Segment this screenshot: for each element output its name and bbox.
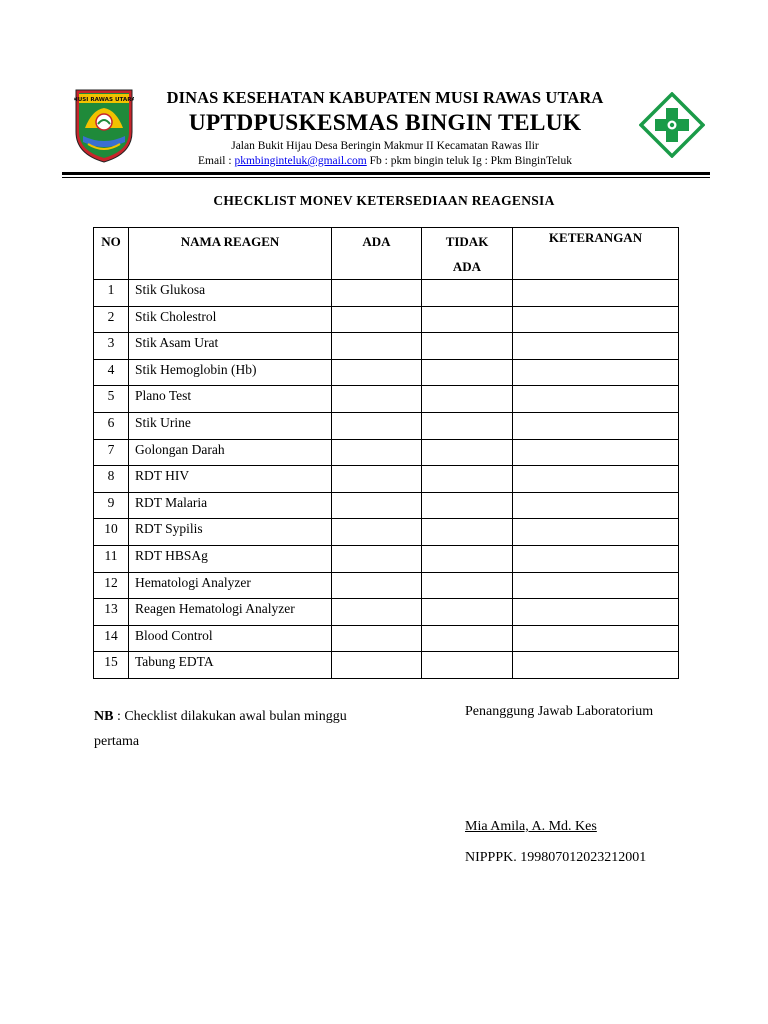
row-ada-cell[interactable]: [332, 280, 422, 307]
row-keterangan-cell[interactable]: [513, 652, 679, 679]
row-name-cell: Stik Glukosa: [129, 280, 332, 307]
address-line: Jalan Bukit Hijau Desa Beringin Makmur II Kecamatan Rawas Ilir: [231, 140, 539, 152]
row-no-cell: 8: [94, 466, 129, 493]
table-header-row: [94, 228, 679, 280]
regency-crest-icon: [74, 88, 134, 164]
row-name-cell: Tabung EDTA: [129, 652, 332, 679]
table-row: [94, 466, 679, 493]
row-ada-cell[interactable]: [332, 545, 422, 572]
row-name-cell: Blood Control: [129, 625, 332, 652]
table-row: [94, 439, 679, 466]
row-keterangan-cell[interactable]: [513, 572, 679, 599]
row-name-cell: RDT HBSAg: [129, 545, 332, 572]
table-row: [94, 306, 679, 333]
row-keterangan-cell[interactable]: [513, 545, 679, 572]
row-no-cell: 15: [94, 652, 129, 679]
row-tidak-ada-cell[interactable]: [422, 412, 513, 439]
institution-name: UPTDPUSKESMAS BINGIN TELUK: [188, 110, 582, 136]
row-tidak-ada-cell[interactable]: [422, 599, 513, 626]
row-name-cell: Stik Hemoglobin (Hb): [129, 359, 332, 386]
row-name-cell: Golongan Darah: [129, 439, 332, 466]
row-keterangan-cell[interactable]: [513, 519, 679, 546]
row-keterangan-cell[interactable]: [513, 333, 679, 360]
row-tidak-ada-cell[interactable]: [422, 652, 513, 679]
table-row: [94, 492, 679, 519]
row-keterangan-cell[interactable]: [513, 492, 679, 519]
table-row: [94, 519, 679, 546]
row-ada-cell[interactable]: [332, 359, 422, 386]
puskesmas-cross-icon: [639, 92, 705, 158]
row-no-cell: 13: [94, 599, 129, 626]
email-link[interactable]: pkmbinginteluk@gmail.com: [234, 155, 367, 167]
row-tidak-ada-cell[interactable]: [422, 359, 513, 386]
table-row: [94, 280, 679, 307]
contact-line: [140, 155, 630, 167]
letterhead-rule-thin: [62, 177, 710, 178]
row-ada-cell[interactable]: [332, 439, 422, 466]
signatory-role: Penanggung Jawab Laboratorium: [465, 704, 654, 719]
row-ada-cell[interactable]: [332, 333, 422, 360]
row-tidak-ada-cell[interactable]: [422, 625, 513, 652]
row-name-cell: RDT HIV: [129, 466, 332, 493]
row-keterangan-cell[interactable]: [513, 359, 679, 386]
row-keterangan-cell[interactable]: [513, 466, 679, 493]
row-keterangan-cell[interactable]: [513, 625, 679, 652]
row-keterangan-cell[interactable]: [513, 412, 679, 439]
header-tidak-ada: TIDAK ADA: [422, 228, 513, 280]
letterhead-rule-thick: [62, 172, 710, 175]
row-no-cell: 11: [94, 545, 129, 572]
table-row: [94, 545, 679, 572]
row-tidak-ada-cell[interactable]: [422, 280, 513, 307]
row-no-cell: 2: [94, 306, 129, 333]
row-tidak-ada-cell[interactable]: [422, 545, 513, 572]
row-no-cell: 9: [94, 492, 129, 519]
row-keterangan-cell[interactable]: [513, 386, 679, 413]
header-keterangan: KETERANGAN: [513, 228, 679, 280]
table-row: [94, 333, 679, 360]
row-tidak-ada-cell[interactable]: [422, 439, 513, 466]
row-name-cell: Hematologi Analyzer: [129, 572, 332, 599]
row-ada-cell[interactable]: [332, 492, 422, 519]
email-label: Email :: [198, 155, 232, 167]
row-tidak-ada-cell[interactable]: [422, 492, 513, 519]
table-row: [94, 359, 679, 386]
row-keterangan-cell[interactable]: [513, 306, 679, 333]
row-ada-cell[interactable]: [332, 572, 422, 599]
row-ada-cell[interactable]: [332, 625, 422, 652]
row-no-cell: 12: [94, 572, 129, 599]
row-no-cell: 7: [94, 439, 129, 466]
reagent-checklist-table: [93, 227, 679, 679]
row-ada-cell[interactable]: [332, 519, 422, 546]
row-name-cell: Stik Cholestrol: [129, 306, 332, 333]
row-no-cell: 1: [94, 280, 129, 307]
document-title: CHECKLIST MONEV KETERSEDIAAN REAGENSIA: [213, 193, 555, 208]
row-tidak-ada-cell[interactable]: [422, 519, 513, 546]
row-tidak-ada-cell[interactable]: [422, 386, 513, 413]
row-name-cell: Stik Urine: [129, 412, 332, 439]
signatory-name: Mia Amila, A. Md. Kes: [465, 819, 597, 834]
note-body: : Checklist dilakukan awal bulan minggu pertama: [94, 709, 347, 749]
row-ada-cell[interactable]: [332, 466, 422, 493]
table-row: [94, 652, 679, 679]
social-info: Fb : pkm bingin teluk Ig : Pkm BinginTeluk: [369, 155, 572, 167]
row-no-cell: 10: [94, 519, 129, 546]
header-no: NO: [94, 228, 129, 280]
row-ada-cell[interactable]: [332, 412, 422, 439]
crest-banner-text: MUSI RAWAS UTARA: [74, 97, 134, 103]
row-keterangan-cell[interactable]: [513, 439, 679, 466]
row-name-cell: RDT Malaria: [129, 492, 332, 519]
row-tidak-ada-cell[interactable]: [422, 466, 513, 493]
table-row: [94, 625, 679, 652]
row-no-cell: 3: [94, 333, 129, 360]
agency-name: DINAS KESEHATAN KABUPATEN MUSI RAWAS UTARA: [166, 88, 604, 107]
header-ada: ADA: [332, 228, 422, 280]
row-name-cell: RDT Sypilis: [129, 519, 332, 546]
table-row: [94, 572, 679, 599]
row-tidak-ada-cell[interactable]: [422, 333, 513, 360]
table-row: [94, 386, 679, 413]
note-text: [94, 704, 354, 754]
note-label: NB: [94, 709, 114, 724]
row-ada-cell[interactable]: [332, 386, 422, 413]
row-name-cell: Stik Asam Urat: [129, 333, 332, 360]
row-no-cell: 5: [94, 386, 129, 413]
row-no-cell: 4: [94, 359, 129, 386]
header-name: NAMA REAGEN: [129, 228, 332, 280]
row-ada-cell[interactable]: [332, 306, 422, 333]
row-name-cell: Plano Test: [129, 386, 332, 413]
row-no-cell: 14: [94, 625, 129, 652]
row-no-cell: 6: [94, 412, 129, 439]
row-ada-cell[interactable]: [332, 652, 422, 679]
row-keterangan-cell[interactable]: [513, 280, 679, 307]
row-name-cell: Reagen Hematologi Analyzer: [129, 599, 332, 626]
row-tidak-ada-cell[interactable]: [422, 306, 513, 333]
table-row: [94, 412, 679, 439]
table-row: [94, 599, 679, 626]
signatory-nip: NIPPPK. 199807012023212001: [465, 850, 647, 865]
row-ada-cell[interactable]: [332, 599, 422, 626]
row-keterangan-cell[interactable]: [513, 599, 679, 626]
row-tidak-ada-cell[interactable]: [422, 572, 513, 599]
